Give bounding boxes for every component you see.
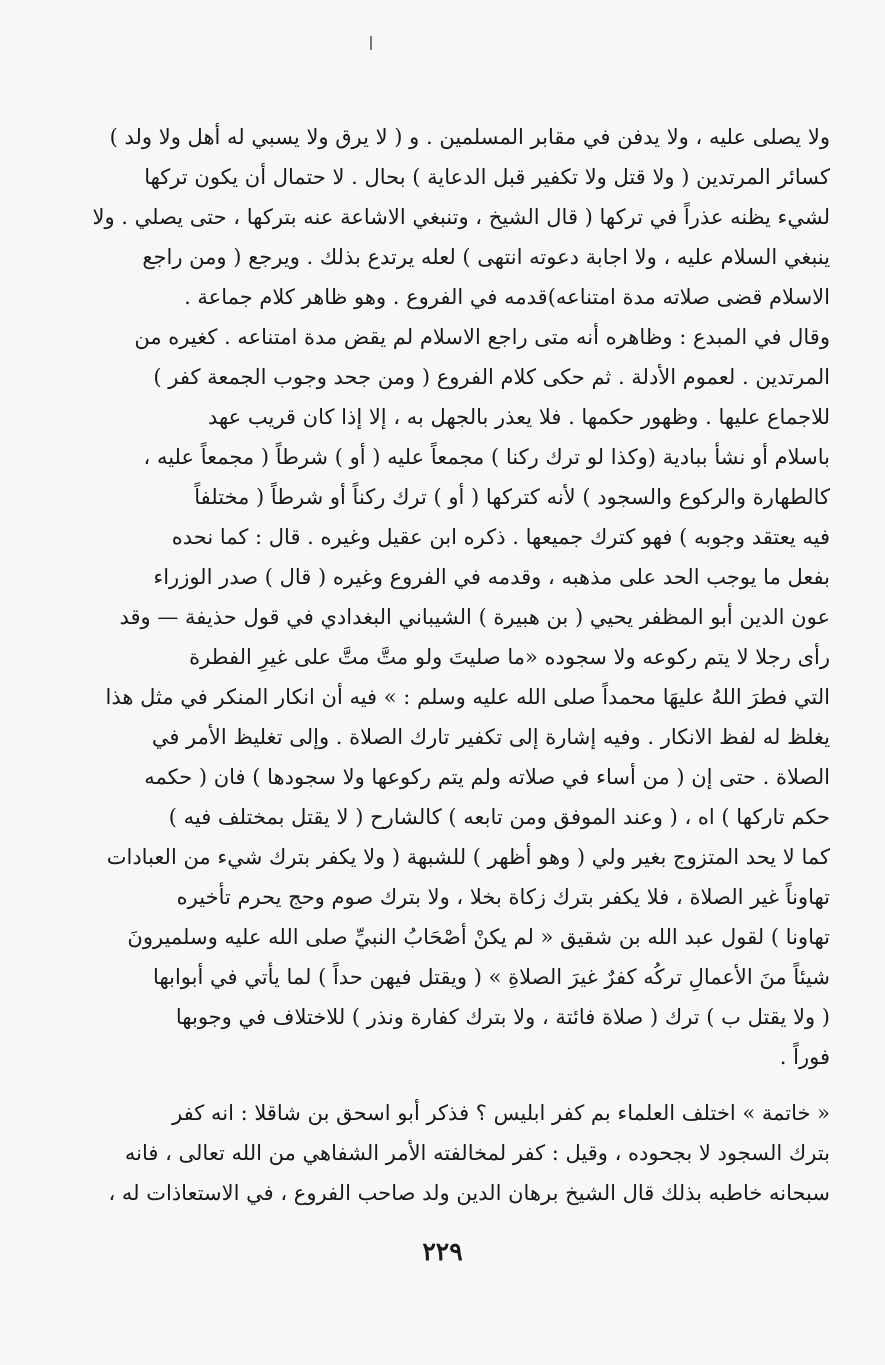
text-line: تهاوناً غير الصلاة ، فلا يكفر بترك زكاة بخلا ، ولا بترك صوم وحج يحرم تأخيره (176, 885, 830, 909)
text-line: ولا يصلى عليه ، ولا يدفن في مقابر المسلمين . و ( لا يرق ولا يسبي له أهل ولا ولد ) (109, 125, 830, 149)
text-line: فوراً . (779, 1045, 830, 1069)
text-line: بفعل ما يوجب الحد على مذهبه ، وقدمه في الفروع وغيره ( قال ) صدر الوزراء (153, 565, 830, 589)
text-line: لشيء يظنه عذراً في تركها ( قال الشيخ ، وتنبغي الاشاعة عنه بتركها ، حتى يصلي . ولا (92, 205, 830, 229)
text-line: يغلظ له لفظ الانكار . وفيه إشارة إلى تكفير تارك الصلاة . وإلى تغليظ الأمر في (151, 725, 830, 749)
text-line: الصلاة . حتى إن ( من أساء في صلاته ولم يتم ركوعها ولا سجودها ) فان ( حكمه (144, 765, 830, 789)
text-line: تهاونا ) لقول عبد الله بن شقيق « لم يكنْ أصْحَابُ النبيِّ صلى الله عليه وسلميرونَ (127, 925, 830, 949)
text-line: وقال في المبدع : وظاهره أنه متى راجع الاسلام لم يقض مدة امتناعه . كغيره من (134, 325, 830, 349)
text-line: بترك السجود لا بجحوده ، وقيل : كفر لمخالفته الأمر الشفاهي من الله تعالى ، فانه (124, 1141, 830, 1165)
text-line: للاجماع عليها . وظهور حكمها . فلا يعذر بالجهل به ، إلا إذا كان قريب عهد (207, 405, 830, 429)
text-line: شيئاً منَ الأعمالِ تركُه كفرٌ غيرَ الصلاةِ » ( ويقتل فيهن حداً ) لما يأتي في أبوابها (153, 965, 830, 989)
page-number: ٢٢٩ (422, 1237, 463, 1266)
text-line: « خاتمة » اختلف العلماء بم كفر ابليس ؟ فذكر أبو اسحق بن شاقلا : انه كفر (172, 1101, 830, 1125)
text-line: سبحانه خاطبه بذلك قال الشيخ برهان الدين ولد صاحب الفروع ، في الاستعاذات له ، (108, 1181, 830, 1205)
text-line: كسائر المرتدين ( ولا قتل ولا تكفير قبل الدعاية ) بحال . لا حتمال أن يكون تركها (144, 165, 830, 189)
text-line: الاسلام قضى صلاته مدة امتناعه)قدمه في الفروع . وهو ظاهر كلام جماعة . (184, 285, 830, 309)
text-line: عون الدين أبو المظفر يحيي ( بن هبيرة ) الشيباني البغدادي في قول حذيفة — وقد (119, 605, 830, 629)
text-line: حكم تاركها ) اه ، ( وعند الموفق ومن تابعه ) كالشارح ( لا يقتل بمختلف فيه ) (168, 805, 830, 829)
text-line: التي فطرَ اللهُ عليهَا محمداً صلى الله عليه وسلم : » فيه أن انكار المنكر في مثل هذا (105, 685, 830, 709)
text-line: المرتدين . لعموم الأدلة . ثم حكى كلام الفروع ( ومن جحد وجوب الجمعة كفر ) (153, 365, 830, 389)
top-margin-mark (370, 36, 372, 50)
main-text-block (62, 117, 830, 1077)
text-line: ( ولا يقتل ب ) ترك ( صلاة فائتة ، ولا بترك كفارة ونذر ) للاختلاف في وجوبها (175, 1005, 830, 1029)
text-line: فيه يعتقد وجوبه ) فهو كترك جميعها . ذكره ابن عقيل وغيره . قال : كما نحده (171, 525, 830, 549)
text-line: باسلام أو نشأ ببادية (وكذا لو ترك ركنا ) مجمعاً عليه ( أو ) شرطاً ( مجمعاً عليه ، (143, 445, 830, 469)
text-line: كالطهارة والركوع والسجود ) لأنه كتركها ( أو ) ترك ركناً أو شرطاً ( مختلفاً (194, 485, 830, 509)
text-line: رأى رجلا لا يتم ركوعه ولا سجوده «ما صليتَ ولو متَّ متَّ على غيرِ الفطرة (189, 645, 830, 669)
text-line: ينبغي السلام عليه ، ولا اجابة دعوته انتهى ) لعله يرتدع بذلك . ويرجع ( ومن راجع (142, 245, 830, 269)
text-line: كما لا يحد المتزوج بغير ولي ( وهو أظهر ) للشبهة ( ولا يكفر بترك شيء من العبادات (106, 845, 830, 869)
closing-note-block (62, 1093, 830, 1213)
